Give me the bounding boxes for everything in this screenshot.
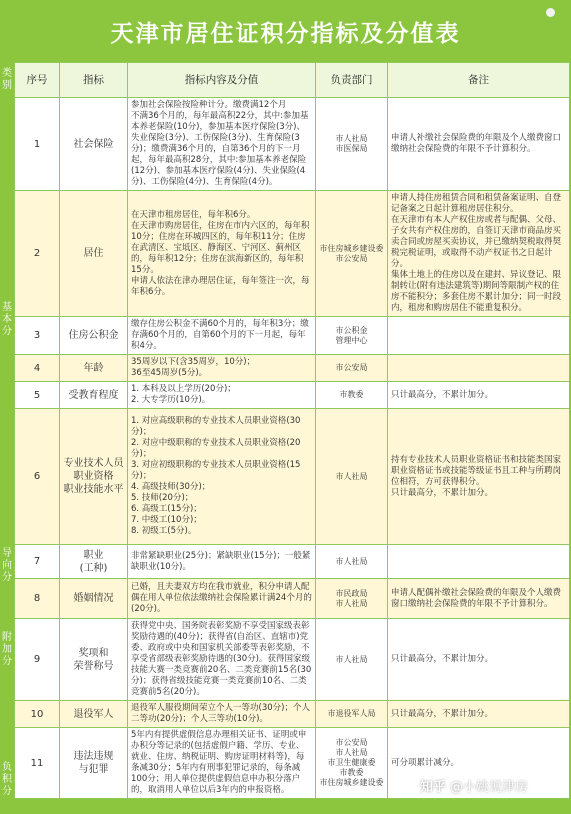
row-indicator — [60, 382, 128, 409]
row-indicator — [60, 728, 128, 799]
row-dept-text: 市公安局 — [335, 363, 368, 372]
row-indicator-text: 婚姻情况 — [73, 593, 114, 604]
row-content — [128, 619, 316, 701]
row-indicator — [60, 191, 128, 317]
header-dept: 负责部门 — [316, 63, 388, 98]
row-content — [128, 701, 316, 728]
row-content-text: 获得党中央、国务院表彰奖励不享受国家级表彰奖励待遇的(40分)；获得省(自治区、直辖市)党委、政府或中央和国家机关部委等表彰奖励，不享受省部级表彰奖励待遇的(30分)。获得国家级技能大赛一类竞赛前20名、二类竞赛前15名(30分)；获得省级技能竞赛一类竞赛前10名、二类竞赛前5名(20分)。 — [131, 621, 312, 697]
row-note — [388, 191, 570, 317]
row-dept-text: 市教委 — [339, 390, 364, 399]
row-indicator-text: 职业 (工种) — [79, 549, 108, 574]
row-content — [128, 579, 316, 619]
table-row — [15, 98, 570, 191]
row-note — [388, 579, 570, 619]
page-title-bar — [0, 0, 571, 62]
row-note — [388, 545, 570, 579]
watermark-site: 知乎 — [420, 780, 447, 795]
row-dept — [316, 191, 388, 317]
row-number — [15, 579, 60, 619]
row-number — [15, 98, 60, 191]
row-content — [128, 382, 316, 409]
row-indicator-text: 社会保险 — [73, 138, 114, 150]
row-note-text: 只计最高分，不累计加分。 — [391, 389, 494, 400]
row-dept-text: 市公积金 管理中心 — [335, 325, 368, 345]
row-indicator-text: 受教育程度 — [68, 389, 119, 401]
row-number-text: 6 — [33, 471, 41, 482]
row-dept-text: 市人社局 — [335, 471, 368, 481]
row-number-text: 11 — [30, 757, 44, 769]
row-note — [388, 409, 570, 545]
row-number — [15, 382, 60, 409]
row-note — [388, 98, 570, 191]
category-header: 类别 — [2, 68, 12, 91]
header-note: 备注 — [388, 63, 570, 98]
row-number — [15, 728, 60, 799]
row-content-text: 缴存住房公积金不满60个月的，每年积3分；缴存满60个月的，自第60个月的下一月起，每年积4分。 — [131, 319, 309, 351]
row-number — [15, 317, 60, 355]
row-indicator-text: 年龄 — [83, 362, 104, 374]
row-content-text: 退役军人服役期间荣立个人一等功(30分)；个人二等功(20分)；个人三等功(10分)。 — [131, 703, 310, 724]
row-content-text: 1. 对应高级职称的专业技术人员职业资格(30分)； 2. 对应中级职称的专业技术人员职业资格(20分)； 3. 对应初级职称的专业技术人员职业资格(15分)； 4. 高级技师(30分)； 5. 技师(20分)； 6. 高级工(15分)； 7. 中级工(10分)； 8. 初级工(5分)。 — [131, 416, 301, 536]
table-row — [15, 409, 570, 545]
row-number-text: 5 — [33, 389, 41, 401]
row-note — [388, 619, 570, 701]
row-indicator-text: 退役军人 — [73, 708, 114, 720]
row-dept — [316, 409, 388, 545]
row-content — [128, 98, 316, 191]
row-dept — [316, 355, 388, 382]
table-row — [15, 545, 570, 579]
table-row — [15, 382, 570, 409]
row-dept — [316, 317, 388, 355]
row-indicator — [60, 317, 128, 355]
row-content-text: 1. 本科及以上学历(20分)； 2. 大专学历(10分)。 — [131, 384, 236, 405]
row-note-text: 申请人持住房租赁合同和租赁备案证明、自登记备案之日起计算租房居住积分。 在天津市有本人产权住房或者与配偶、父母、子女共有产权住房的，自签订天津市商品房买卖合同或房屋买卖协议，并已缴纳契税取得契税完税证明，或取得不动产权证书之日起计分。 集体土地上的住房以及在建封、异议登记、限制转让(附有违法建筑等)期间等限制产权的住房不能积分；多套住房不累计加分；同一时段内，租房和购房居住不能重复积分。 — [391, 193, 562, 313]
row-number-text: 8 — [33, 593, 41, 604]
table-row — [15, 191, 570, 317]
row-indicator-text: 居住 — [83, 248, 104, 259]
row-note-text: 持有专业技术人员职业资格证书和技能类国家职业资格证书或技能等级证书且工种与所聘岗位相符，方可获得积分。 只计最高分，不累计加分。 — [391, 454, 562, 498]
category-negative: 负积分 — [2, 762, 12, 797]
row-note — [388, 317, 570, 355]
row-indicator — [60, 409, 128, 545]
row-note — [388, 382, 570, 409]
row-content-text: 参加社会保险按险种计分。缴费满12个月 不满36个月的，每年最高积22分，其中:参加基本养老保险(10分)，参加基本医疗保险(3分)、失业保险(3分)、工伤保险(3分)、生育保险(3分)；缴费满36个月的，自第36个月的下一月起，每年最高积28分，其中:参加基本养老保险(12分)、参加基本医疗保险(4分)、失业保险(4分)、工伤保险(4分)、生育保险(4分)。 — [131, 100, 309, 187]
table-row — [15, 701, 570, 728]
row-content — [128, 409, 316, 545]
row-dept-text: 市公安局 市人社局 市卫生健康委 市教委 市住房城乡建设委 — [319, 738, 384, 787]
row-indicator — [60, 98, 128, 191]
row-number-text: 1 — [33, 138, 41, 150]
row-indicator — [60, 619, 128, 701]
row-dept-text: 市住房城乡建设委 市公安局 — [319, 243, 384, 263]
row-indicator — [60, 545, 128, 579]
row-number-text: 4 — [33, 362, 41, 374]
row-number — [15, 409, 60, 545]
score-table — [14, 62, 570, 799]
row-dept — [316, 728, 388, 799]
row-number — [15, 619, 60, 701]
row-indicator-text: 违法违规 与犯罪 — [73, 751, 114, 775]
row-dept — [316, 579, 388, 619]
watermark-author: @小姚说津房 — [450, 780, 529, 795]
header-content: 指标内容及分值 — [128, 63, 316, 98]
row-number — [15, 355, 60, 382]
category-guide: 导向分 — [2, 548, 12, 583]
row-indicator — [60, 701, 128, 728]
row-number-text: 2 — [33, 248, 41, 259]
row-dept — [316, 619, 388, 701]
row-number-text: 3 — [33, 330, 41, 341]
row-dept — [316, 382, 388, 409]
table-header-row — [15, 63, 570, 98]
row-indicator — [60, 579, 128, 619]
row-indicator-text: 住房公积金 — [68, 330, 119, 341]
row-number — [15, 191, 60, 317]
table-row — [15, 355, 570, 382]
row-indicator — [60, 355, 128, 382]
row-content — [128, 191, 316, 317]
row-dept-text: 市民政局 市人社局 — [335, 588, 368, 608]
row-dept-text: 市人社局 — [335, 556, 368, 566]
row-content-text: 非常紧缺职业(25分)；紧缺职业(15分)；一般紧缺职业(10分)。 — [131, 550, 311, 572]
row-content-text: 在天津市租房居住，每年积6分。 在天津市购房居住，住房在市内六区的，每年积10分；住房在环城四区的，每年积11分；住房在武清区、宝坻区、静海区、宁河区、蓟州区的，每年积12分；住房在滨海新区的，每年积15分。 申请人依法在津办理居住证，每年签注一次，每年积6分。 — [131, 209, 310, 297]
row-content — [128, 728, 316, 799]
row-dept-text: 市人社局 — [335, 654, 368, 664]
watermark — [420, 776, 528, 795]
row-number-text: 10 — [30, 708, 44, 720]
page-title: 天津市居住证积分指标及分值表 — [110, 20, 461, 47]
row-content — [128, 355, 316, 382]
row-content — [128, 317, 316, 355]
header-no: 序号 — [15, 63, 60, 98]
row-content-text: 35周岁以下(含35周岁，10分)； 36至45周岁(5分)。 — [131, 357, 256, 378]
row-content-text: 已婚，且夫妻双方均在我市就业，积分申请人配偶在用人单位依法缴纳社会保险累计满24个月的(20分)。 — [131, 582, 312, 614]
row-number-text: 7 — [33, 556, 41, 567]
table-row — [15, 619, 570, 701]
row-content-text: 5年内有提供虚假信息办理相关证书、证明或申办积分等记录的(包括虚假户籍、学历、专业、就业、住房、纳税证明、购房证明材料等)，每条减30分；5年内有刑事犯罪记录的，每条减100分；用人单位提供虚假信息申办积分落户的，取消用人单位以后3年内的申报资格。 — [131, 730, 307, 795]
category-extra: 附加分 — [2, 632, 12, 667]
row-dept — [316, 545, 388, 579]
category-basic: 基本分 — [2, 302, 12, 337]
table-row — [15, 579, 570, 619]
row-content — [128, 545, 316, 579]
row-indicator-text: 奖项和 荣誉称号 — [73, 647, 114, 672]
header-indicator: 指标 — [60, 63, 128, 98]
row-dept-text: 市人社局 市医保局 — [335, 134, 368, 153]
row-note — [388, 701, 570, 728]
row-note-text: 只计最高分，不累计加分。 — [391, 708, 494, 719]
row-note — [388, 355, 570, 382]
row-number — [15, 701, 60, 728]
table-row — [15, 317, 570, 355]
row-dept — [316, 98, 388, 191]
row-number-text: 9 — [33, 654, 41, 665]
category-strip — [0, 62, 14, 814]
row-note-text: 申请人配偶补缴社会保险费的年限及个人缴费窗口缴纳社会保险费的年限不予计算积分。 — [391, 587, 562, 609]
row-note-text: 可分项累计减分。 — [391, 757, 460, 768]
row-dept-text: 市退役军人局 — [327, 709, 376, 718]
row-note-text: 申请人补缴社会保险费的年限及个人缴费窗口缴纳社会保险费的年限不予计算积分。 — [391, 133, 562, 154]
row-note-text: 只计最高分，不累计加分。 — [391, 654, 494, 664]
corner-dot-icon — [546, 8, 555, 17]
row-dept — [316, 701, 388, 728]
row-number — [15, 545, 60, 579]
row-indicator-text: 专业技术人员职业资格 职业技能水平 — [63, 458, 124, 495]
